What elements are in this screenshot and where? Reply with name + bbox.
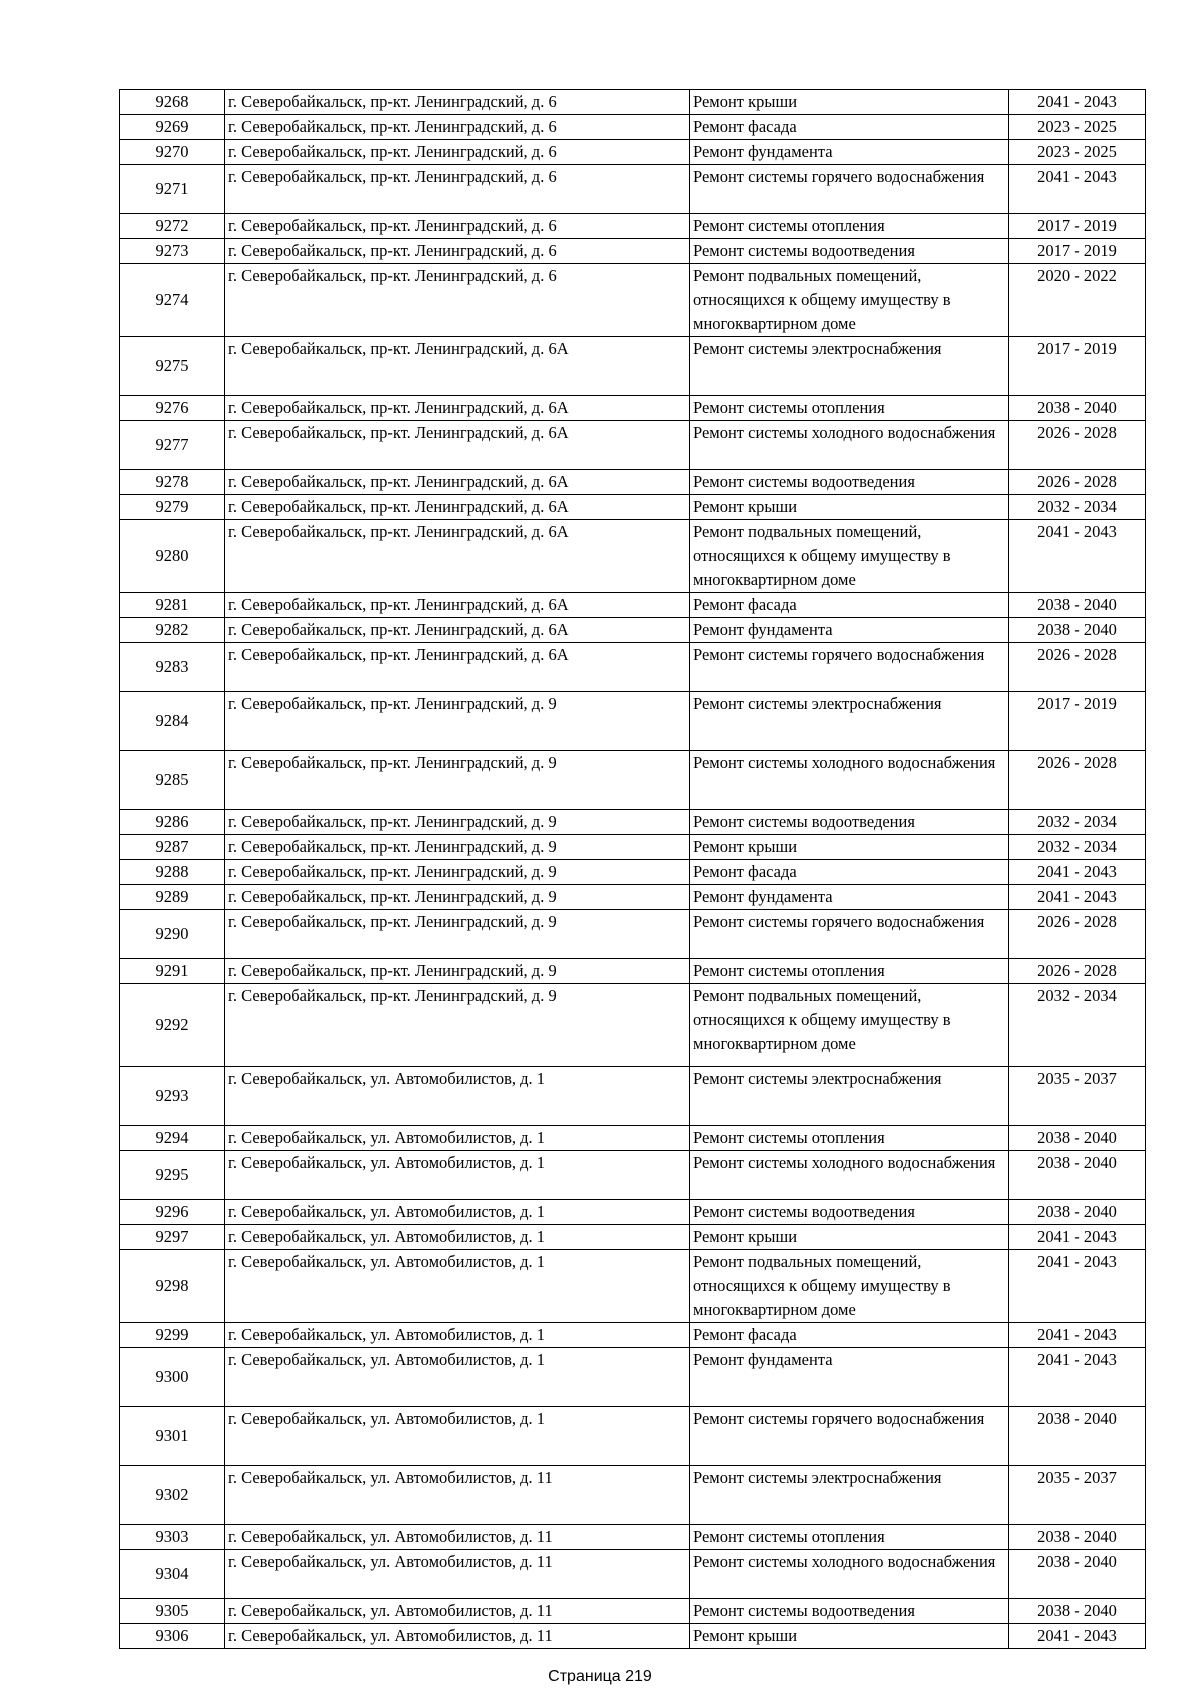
- work-type-cell: Ремонт системы водоотведения: [690, 1599, 1009, 1624]
- table-row: [120, 885, 1146, 910]
- row-number: 9285: [120, 751, 225, 810]
- period-cell: 2020 - 2022: [1009, 264, 1146, 337]
- table-row: [120, 520, 1146, 593]
- address-cell: г. Северобайкальск, пр-кт. Ленинградский, д. 6А: [225, 593, 690, 618]
- period-cell: 2032 - 2034: [1009, 984, 1146, 1067]
- row-number: 9278: [120, 470, 225, 495]
- period-cell: 2032 - 2034: [1009, 810, 1146, 835]
- address-cell: г. Северобайкальск, ул. Автомобилистов, д. 11: [225, 1466, 690, 1525]
- period-cell: 2026 - 2028: [1009, 959, 1146, 984]
- period-cell: 2032 - 2034: [1009, 835, 1146, 860]
- table-row: [120, 470, 1146, 495]
- address-cell: г. Северобайкальск, пр-кт. Ленинградский, д. 6: [225, 264, 690, 337]
- period-cell: 2041 - 2043: [1009, 1225, 1146, 1250]
- row-number: 9272: [120, 214, 225, 239]
- page-number: Страница 219: [548, 1668, 652, 1685]
- address-cell: г. Северобайкальск, пр-кт. Ленинградский, д. 9: [225, 692, 690, 751]
- address-cell: г. Северобайкальск, пр-кт. Ленинградский, д. 6: [225, 214, 690, 239]
- address-cell: г. Северобайкальск, ул. Автомобилистов, д. 11: [225, 1550, 690, 1599]
- row-number: 9275: [120, 337, 225, 396]
- work-type-cell: Ремонт фундамента: [690, 885, 1009, 910]
- work-type-cell: Ремонт крыши: [690, 495, 1009, 520]
- row-number: 9274: [120, 264, 225, 337]
- table-row: [120, 1407, 1146, 1466]
- row-number: 9297: [120, 1225, 225, 1250]
- row-number: 9293: [120, 1067, 225, 1126]
- address-cell: г. Северобайкальск, ул. Автомобилистов, д. 1: [225, 1126, 690, 1151]
- period-cell: 2038 - 2040: [1009, 1407, 1146, 1466]
- period-cell: 2041 - 2043: [1009, 165, 1146, 214]
- work-type-cell: Ремонт системы электроснабжения: [690, 1067, 1009, 1126]
- period-cell: 2041 - 2043: [1009, 860, 1146, 885]
- period-cell: 2038 - 2040: [1009, 1151, 1146, 1200]
- table-row: [120, 337, 1146, 396]
- work-type-cell: Ремонт фундамента: [690, 1348, 1009, 1407]
- row-number: 9281: [120, 593, 225, 618]
- table-row: [120, 1067, 1146, 1126]
- work-type-cell: Ремонт системы холодного водоснабжения: [690, 751, 1009, 810]
- row-number: 9299: [120, 1323, 225, 1348]
- table-row: [120, 214, 1146, 239]
- address-cell: г. Северобайкальск, пр-кт. Ленинградский, д. 9: [225, 959, 690, 984]
- table-row: [120, 593, 1146, 618]
- table-row: [120, 1348, 1146, 1407]
- address-cell: г. Северобайкальск, ул. Автомобилистов, д. 1: [225, 1151, 690, 1200]
- period-cell: 2017 - 2019: [1009, 239, 1146, 264]
- row-number: 9303: [120, 1525, 225, 1550]
- row-number: 9305: [120, 1599, 225, 1624]
- period-cell: 2026 - 2028: [1009, 421, 1146, 470]
- address-cell: г. Северобайкальск, пр-кт. Ленинградский, д. 6А: [225, 396, 690, 421]
- work-type-cell: Ремонт системы электроснабжения: [690, 1466, 1009, 1525]
- period-cell: 2038 - 2040: [1009, 1550, 1146, 1599]
- table-row: [120, 910, 1146, 959]
- row-number: 9291: [120, 959, 225, 984]
- row-number: 9304: [120, 1550, 225, 1599]
- table-row: [120, 396, 1146, 421]
- work-type-cell: Ремонт системы электроснабжения: [690, 692, 1009, 751]
- period-cell: 2041 - 2043: [1009, 90, 1146, 115]
- row-number: 9286: [120, 810, 225, 835]
- row-number: 9294: [120, 1126, 225, 1151]
- work-type-cell: Ремонт системы горячего водоснабжения: [690, 910, 1009, 959]
- period-cell: 2038 - 2040: [1009, 593, 1146, 618]
- table-row: [120, 1225, 1146, 1250]
- work-type-cell: Ремонт системы отопления: [690, 1126, 1009, 1151]
- address-cell: г. Северобайкальск, пр-кт. Ленинградский, д. 6А: [225, 421, 690, 470]
- work-type-cell: Ремонт фундамента: [690, 140, 1009, 165]
- row-number: 9279: [120, 495, 225, 520]
- row-number: 9290: [120, 910, 225, 959]
- work-type-cell: Ремонт крыши: [690, 90, 1009, 115]
- work-type-cell: Ремонт системы горячего водоснабжения: [690, 643, 1009, 692]
- row-number: 9282: [120, 618, 225, 643]
- row-number: 9284: [120, 692, 225, 751]
- period-cell: 2026 - 2028: [1009, 470, 1146, 495]
- period-cell: 2026 - 2028: [1009, 751, 1146, 810]
- table-row: [120, 1466, 1146, 1525]
- table-row: [120, 1200, 1146, 1225]
- work-type-cell: Ремонт крыши: [690, 835, 1009, 860]
- period-cell: 2041 - 2043: [1009, 1323, 1146, 1348]
- period-cell: 2038 - 2040: [1009, 1200, 1146, 1225]
- work-type-cell: Ремонт системы холодного водоснабжения: [690, 1550, 1009, 1599]
- row-number: 9298: [120, 1250, 225, 1323]
- row-number: 9296: [120, 1200, 225, 1225]
- table-row: [120, 835, 1146, 860]
- row-number: 9306: [120, 1624, 225, 1649]
- row-number: 9283: [120, 643, 225, 692]
- row-number: 9302: [120, 1466, 225, 1525]
- works-table: [119, 89, 1146, 1649]
- work-type-cell: Ремонт системы водоотведения: [690, 810, 1009, 835]
- period-cell: 2041 - 2043: [1009, 885, 1146, 910]
- work-type-cell: Ремонт системы водоотведения: [690, 239, 1009, 264]
- work-type-cell: Ремонт крыши: [690, 1225, 1009, 1250]
- period-cell: 2038 - 2040: [1009, 1126, 1146, 1151]
- work-type-cell: Ремонт фасада: [690, 860, 1009, 885]
- table-row: [120, 115, 1146, 140]
- address-cell: г. Северобайкальск, пр-кт. Ленинградский, д. 9: [225, 751, 690, 810]
- address-cell: г. Северобайкальск, ул. Автомобилистов, д. 11: [225, 1624, 690, 1649]
- table-row: [120, 810, 1146, 835]
- address-cell: г. Северобайкальск, пр-кт. Ленинградский, д. 9: [225, 860, 690, 885]
- row-number: 9292: [120, 984, 225, 1067]
- work-type-cell: Ремонт системы холодного водоснабжения: [690, 421, 1009, 470]
- work-type-cell: Ремонт системы холодного водоснабжения: [690, 1151, 1009, 1200]
- period-cell: 2017 - 2019: [1009, 214, 1146, 239]
- address-cell: г. Северобайкальск, ул. Автомобилистов, д. 11: [225, 1599, 690, 1624]
- address-cell: г. Северобайкальск, пр-кт. Ленинградский, д. 9: [225, 885, 690, 910]
- table-row: [120, 1323, 1146, 1348]
- address-cell: г. Северобайкальск, ул. Автомобилистов, д. 1: [225, 1407, 690, 1466]
- table-row: [120, 239, 1146, 264]
- period-cell: 2017 - 2019: [1009, 337, 1146, 396]
- row-number: 9288: [120, 860, 225, 885]
- table-row: [120, 1624, 1146, 1649]
- work-type-cell: Ремонт системы горячего водоснабжения: [690, 165, 1009, 214]
- address-cell: г. Северобайкальск, пр-кт. Ленинградский, д. 9: [225, 910, 690, 959]
- address-cell: г. Северобайкальск, пр-кт. Ленинградский, д. 6: [225, 90, 690, 115]
- work-type-cell: Ремонт подвальных помещений, относящихся к общему имуществу в многоквартирном доме: [690, 1250, 1009, 1323]
- address-cell: г. Северобайкальск, ул. Автомобилистов, д. 1: [225, 1067, 690, 1126]
- table-row: [120, 959, 1146, 984]
- address-cell: г. Северобайкальск, пр-кт. Ленинградский, д. 6: [225, 140, 690, 165]
- work-type-cell: Ремонт подвальных помещений, относящихся к общему имуществу в многоквартирном доме: [690, 984, 1009, 1067]
- address-cell: г. Северобайкальск, ул. Автомобилистов, д. 1: [225, 1225, 690, 1250]
- table-row: [120, 495, 1146, 520]
- table-body: [120, 90, 1146, 1649]
- table-row: [120, 1126, 1146, 1151]
- row-number: 9287: [120, 835, 225, 860]
- address-cell: г. Северобайкальск, ул. Автомобилистов, д. 1: [225, 1250, 690, 1323]
- work-type-cell: Ремонт системы отопления: [690, 214, 1009, 239]
- table-row: [120, 1525, 1146, 1550]
- table-row: [120, 264, 1146, 337]
- address-cell: г. Северобайкальск, пр-кт. Ленинградский, д. 9: [225, 984, 690, 1067]
- table-row: [120, 1550, 1146, 1599]
- work-type-cell: Ремонт подвальных помещений, относящихся к общему имуществу в многоквартирном доме: [690, 264, 1009, 337]
- period-cell: 2023 - 2025: [1009, 140, 1146, 165]
- row-number: 9300: [120, 1348, 225, 1407]
- row-number: 9301: [120, 1407, 225, 1466]
- table-row: [120, 140, 1146, 165]
- period-cell: 2035 - 2037: [1009, 1466, 1146, 1525]
- row-number: 9270: [120, 140, 225, 165]
- address-cell: г. Северобайкальск, пр-кт. Ленинградский, д. 6А: [225, 618, 690, 643]
- period-cell: 2023 - 2025: [1009, 115, 1146, 140]
- address-cell: г. Северобайкальск, ул. Автомобилистов, д. 1: [225, 1323, 690, 1348]
- period-cell: 2041 - 2043: [1009, 1348, 1146, 1407]
- work-type-cell: Ремонт фасада: [690, 115, 1009, 140]
- period-cell: 2038 - 2040: [1009, 1599, 1146, 1624]
- table-row: [120, 618, 1146, 643]
- work-type-cell: Ремонт системы отопления: [690, 1525, 1009, 1550]
- table-row: [120, 165, 1146, 214]
- period-cell: 2026 - 2028: [1009, 643, 1146, 692]
- period-cell: 2017 - 2019: [1009, 692, 1146, 751]
- row-number: 9271: [120, 165, 225, 214]
- work-type-cell: Ремонт фасада: [690, 593, 1009, 618]
- table-row: [120, 692, 1146, 751]
- period-cell: 2035 - 2037: [1009, 1067, 1146, 1126]
- period-cell: 2038 - 2040: [1009, 396, 1146, 421]
- row-number: 9289: [120, 885, 225, 910]
- work-type-cell: Ремонт системы отопления: [690, 396, 1009, 421]
- address-cell: г. Северобайкальск, пр-кт. Ленинградский, д. 6: [225, 115, 690, 140]
- table-row: [120, 751, 1146, 810]
- period-cell: 2041 - 2043: [1009, 1250, 1146, 1323]
- table-row: [120, 984, 1146, 1067]
- address-cell: г. Северобайкальск, пр-кт. Ленинградский, д. 6А: [225, 520, 690, 593]
- work-type-cell: Ремонт системы водоотведения: [690, 1200, 1009, 1225]
- table-row: [120, 421, 1146, 470]
- work-type-cell: Ремонт фасада: [690, 1323, 1009, 1348]
- address-cell: г. Северобайкальск, ул. Автомобилистов, д. 1: [225, 1200, 690, 1225]
- table-row: [120, 643, 1146, 692]
- address-cell: г. Северобайкальск, пр-кт. Ленинградский, д. 6А: [225, 643, 690, 692]
- work-type-cell: Ремонт фундамента: [690, 618, 1009, 643]
- period-cell: 2041 - 2043: [1009, 520, 1146, 593]
- row-number: 9277: [120, 421, 225, 470]
- row-number: 9269: [120, 115, 225, 140]
- row-number: 9280: [120, 520, 225, 593]
- work-type-cell: Ремонт системы горячего водоснабжения: [690, 1407, 1009, 1466]
- work-type-cell: Ремонт системы электроснабжения: [690, 337, 1009, 396]
- table-row: [120, 1599, 1146, 1624]
- row-number: 9273: [120, 239, 225, 264]
- address-cell: г. Северобайкальск, ул. Автомобилистов, д. 1: [225, 1348, 690, 1407]
- work-type-cell: Ремонт подвальных помещений, относящихся к общему имуществу в многоквартирном доме: [690, 520, 1009, 593]
- address-cell: г. Северобайкальск, пр-кт. Ленинградский, д. 6А: [225, 495, 690, 520]
- work-type-cell: Ремонт крыши: [690, 1624, 1009, 1649]
- address-cell: г. Северобайкальск, пр-кт. Ленинградский, д. 6: [225, 165, 690, 214]
- table-row: [120, 1151, 1146, 1200]
- period-cell: 2032 - 2034: [1009, 495, 1146, 520]
- period-cell: 2038 - 2040: [1009, 618, 1146, 643]
- address-cell: г. Северобайкальск, пр-кт. Ленинградский, д. 6А: [225, 337, 690, 396]
- work-type-cell: Ремонт системы водоотведения: [690, 470, 1009, 495]
- address-cell: г. Северобайкальск, пр-кт. Ленинградский, д. 6: [225, 239, 690, 264]
- address-cell: г. Северобайкальск, ул. Автомобилистов, д. 11: [225, 1525, 690, 1550]
- row-number: 9295: [120, 1151, 225, 1200]
- work-type-cell: Ремонт системы отопления: [690, 959, 1009, 984]
- period-cell: 2038 - 2040: [1009, 1525, 1146, 1550]
- period-cell: 2026 - 2028: [1009, 910, 1146, 959]
- row-number: 9276: [120, 396, 225, 421]
- address-cell: г. Северобайкальск, пр-кт. Ленинградский, д. 9: [225, 835, 690, 860]
- address-cell: г. Северобайкальск, пр-кт. Ленинградский, д. 9: [225, 810, 690, 835]
- row-number: 9268: [120, 90, 225, 115]
- table-row: [120, 90, 1146, 115]
- table-row: [120, 1250, 1146, 1323]
- address-cell: г. Северобайкальск, пр-кт. Ленинградский, д. 6А: [225, 470, 690, 495]
- period-cell: 2041 - 2043: [1009, 1624, 1146, 1649]
- table-row: [120, 860, 1146, 885]
